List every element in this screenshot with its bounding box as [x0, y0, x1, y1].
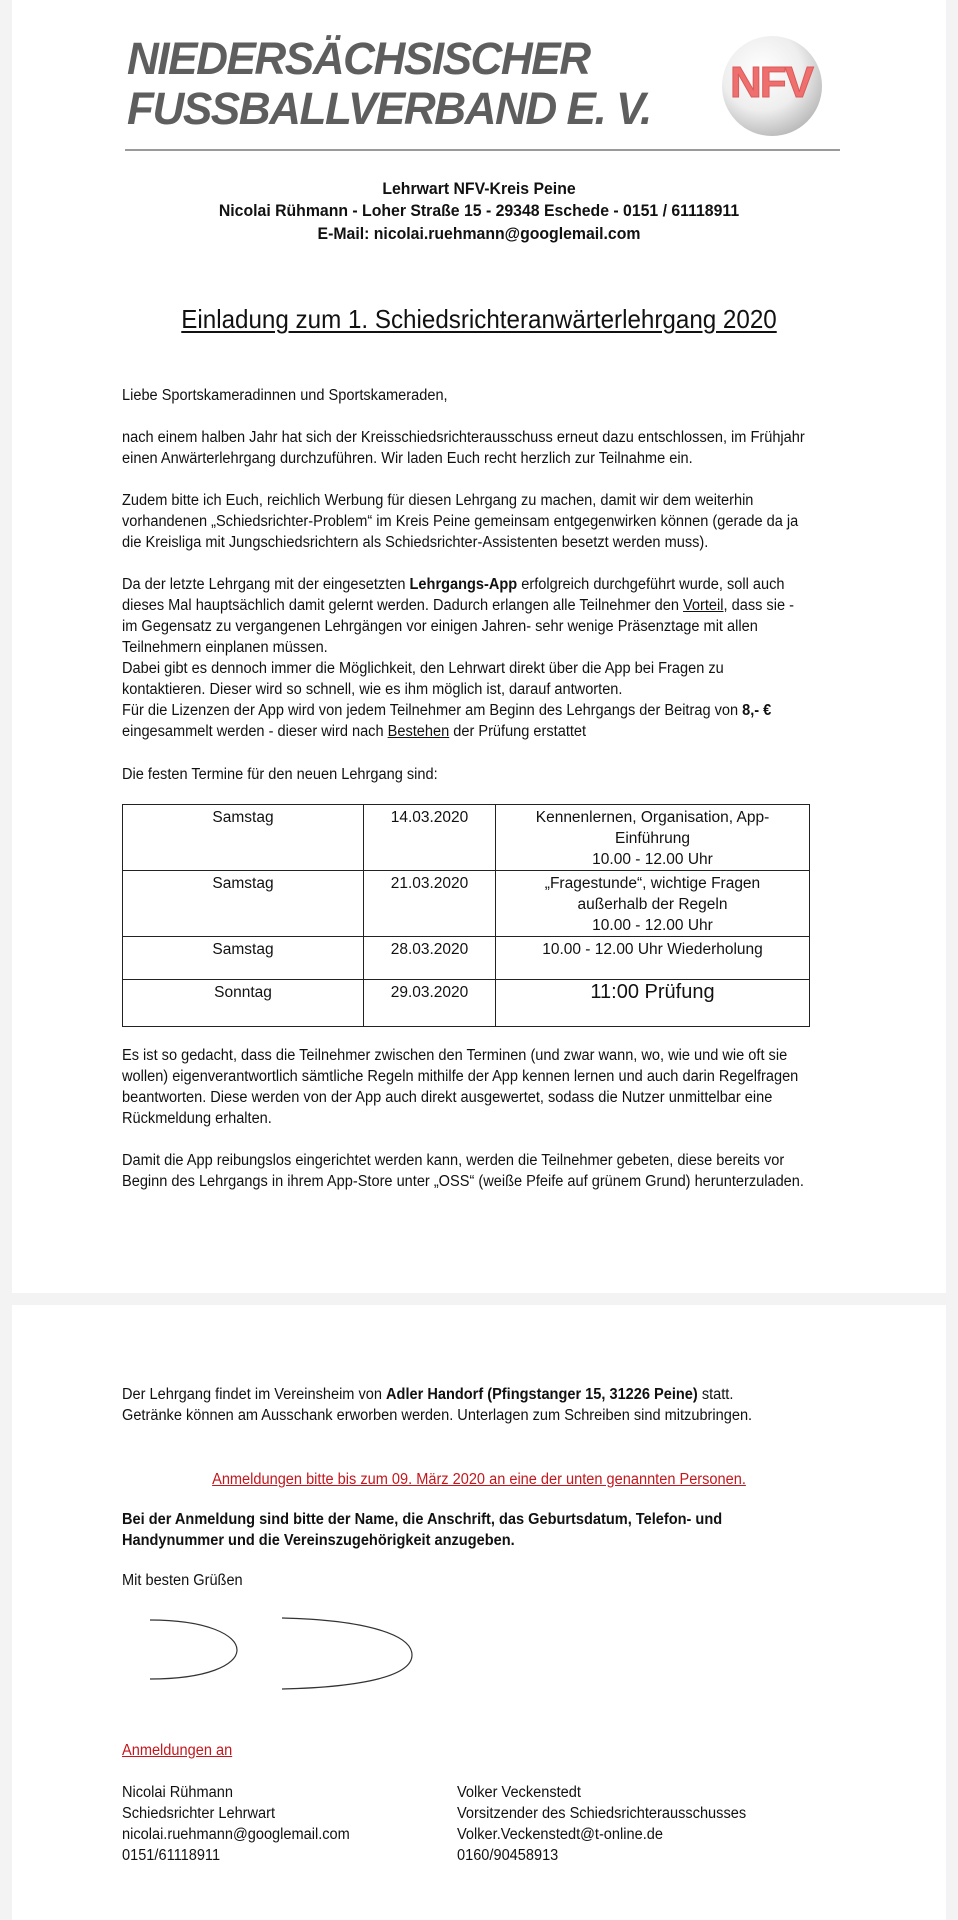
- table-row: [123, 937, 810, 980]
- contact-email: nicolai.ruehmann@googlemail.com: [122, 1826, 350, 1843]
- text: eingesammelt werden - dieser wird nach: [122, 723, 388, 740]
- org-name-line1: NIEDERSÄCHSISCHER: [127, 33, 590, 84]
- day-cell: Samstag: [123, 871, 364, 937]
- letterhead-divider: [125, 149, 840, 151]
- venue-address: Adler Handorf (Pfingstanger 15, 31226 Peine): [386, 1386, 698, 1403]
- text: Getränke können am Ausschank erworben werden. Unterlagen zum Schreiben sind mitzubringen.: [122, 1407, 753, 1424]
- text: , dass sie - im Gegensatz zu vergangenen Lehrgängen vor einigen Jahren- sehr wenige Präsenztage mit allen Teilnehmern einplanen müssen.: [122, 597, 794, 656]
- text: 10.00 - 12.00 Uhr: [592, 917, 713, 934]
- paragraph-1: nach einem halben Jahr hat sich der Kreisschiedsrichterausschuss erneut dazu entschlossen, im Frühjahr einen Anwärterlehrgang durchzuführen. Wir laden Euch recht herzlich zur Teilnahme ein.: [122, 429, 805, 467]
- text: statt.: [697, 1386, 734, 1403]
- underlined-text: Vorteil: [683, 597, 724, 614]
- document-page-2: [12, 1305, 946, 1920]
- day-cell: Samstag: [123, 937, 364, 980]
- paragraph-2: Zudem bitte ich Euch, reichlich Werbung für diesen Lehrgang zu machen, damit wir dem weiterhin vorhandenen „Schiedsrichter-Problem“ im Kreis Peine gemeinsam entgegenwirken können (gerade da ja die Kreisliga mit Jungschiedsrichtern als Schiedsrichter-Assistenten besetzt werden muss).: [122, 492, 799, 551]
- signature-graphic: [127, 1610, 427, 1705]
- text: Für die Lizenzen der App wird von jedem Teilnehmer am Beginn des Lehrgangs der Beitrag von: [122, 702, 743, 719]
- text: Einführung: [615, 830, 690, 847]
- schedule-table: [122, 804, 810, 1027]
- text: Da der letzte Lehrgang mit der eingesetzten: [122, 576, 410, 593]
- required-info: Bei der Anmeldung sind bitte der Name, die Anschrift, das Geburtsdatum, Telefon- und Handynummer und die Vereinszugehörigkeit anzugeben.: [122, 1511, 723, 1549]
- description-cell: [496, 805, 810, 871]
- date-cell: 28.03.2020: [364, 937, 496, 980]
- description-cell: [496, 871, 810, 937]
- text: Kennenlernen, Organisation, App-: [535, 809, 770, 826]
- page-title: Einladung zum 1. Schiedsrichteranwärterlehrgang 2020: [181, 304, 777, 334]
- text: der Prüfung erstattet: [449, 723, 587, 740]
- text: außerhalb der Regeln: [577, 896, 728, 913]
- paragraph-5: Damit die App reibungslos eingerichtet werden kann, werden die Teilnehmer gebeten, diese bereits vor Beginn des Lehrgangs in ihrem App-Store unter „OSS“ (weiße Pfeife auf grünem Grund) herunterzuladen.: [122, 1152, 804, 1190]
- table-row: [123, 805, 810, 871]
- day-cell: Samstag: [123, 805, 364, 871]
- sender-title: Lehrwart NFV-Kreis Peine: [382, 179, 576, 198]
- underlined-text: Bestehen: [387, 723, 450, 740]
- contact-phone: 0151/61118911: [122, 1847, 221, 1864]
- org-name-logo: [127, 34, 651, 134]
- day-cell: Sonntag: [123, 980, 364, 1027]
- schedule-intro: Die festen Termine für den neuen Lehrgang sind:: [122, 766, 438, 783]
- paragraph-4: Es ist so gedacht, dass die Teilnehmer zwischen den Terminen (und zwar wann, wo, wie und wie oft sie wollen) eigenverantwortlich sämtliche Regeln mithilfe der App kennen lernen und auch darin Regelfragen beantworten. Diese werden von der App auch direkt ausgewertet, sodass die Nutzer unmittelbar eine Rückmeldung erhalten.: [122, 1047, 799, 1127]
- sender-address: Nicolai Rühmann - Loher Straße 15 - 29348 Eschede - 0151 / 61118911: [218, 201, 740, 220]
- text: Dabei gibt es dennoch immer die Möglichkeit, den Lehrwart direkt über die App bei Fragen zu kontaktieren. Dieser wird so schnell, wie es ihm möglich ist, darauf antworten.: [122, 660, 724, 698]
- text: erfolgreich durchgeführt wurde, soll auch dieses Mal hauptsächlich damit gelernt werden. Dadurch erlangen alle Teilnehmer den: [122, 576, 785, 614]
- registration-deadline: Anmeldungen bitte bis zum 09. März 2020 an eine der unten genannten Personen.: [212, 1471, 746, 1488]
- text: 10.00 - 12.00 Uhr: [592, 851, 713, 868]
- contact-email: Volker.Veckenstedt@t-online.de: [457, 1826, 663, 1843]
- contact-card-2: [457, 1782, 833, 1866]
- nfv-logo: NFV: [730, 58, 812, 107]
- contact-card-1: [122, 1782, 423, 1866]
- contact-name: Volker Veckenstedt: [457, 1784, 581, 1801]
- document-page-1: [12, 0, 946, 1293]
- text: „Fragestunde“, wichtige Fragen: [544, 875, 761, 892]
- description-cell: 10.00 - 12.00 Uhr Wiederholung: [496, 937, 810, 980]
- text: Der Lehrgang findet im Vereinsheim von: [122, 1386, 387, 1403]
- table-row: [123, 980, 810, 1027]
- date-cell: 21.03.2020: [364, 871, 496, 937]
- contact-role: Vorsitzender des Schiedsrichterausschusses: [457, 1805, 747, 1822]
- venue-paragraph: [122, 1384, 808, 1426]
- org-name-line2: FUSSBALLVERBAND E. V.: [127, 83, 651, 134]
- table-row: [123, 871, 810, 937]
- contact-phone: 0160/90458913: [457, 1847, 559, 1864]
- contacts-heading: Anmeldungen an: [122, 1742, 233, 1759]
- fee-amount: 8,- €: [742, 702, 772, 719]
- paragraph-3: [122, 574, 808, 742]
- closing: Mit besten Grüßen: [122, 1572, 243, 1589]
- date-cell: 14.03.2020: [364, 805, 496, 871]
- sender-email: E-Mail: nicolai.ruehmann@googlemail.com: [317, 224, 641, 243]
- contact-name: Nicolai Rühmann: [122, 1784, 233, 1801]
- greeting: Liebe Sportskameradinnen und Sportskameraden,: [122, 387, 448, 404]
- description-cell: 11:00 Prüfung: [496, 980, 810, 1027]
- app-name-bold: Lehrgangs-App: [409, 576, 518, 593]
- contact-role: Schiedsrichter Lehrwart: [122, 1805, 276, 1822]
- date-cell: 29.03.2020: [364, 980, 496, 1027]
